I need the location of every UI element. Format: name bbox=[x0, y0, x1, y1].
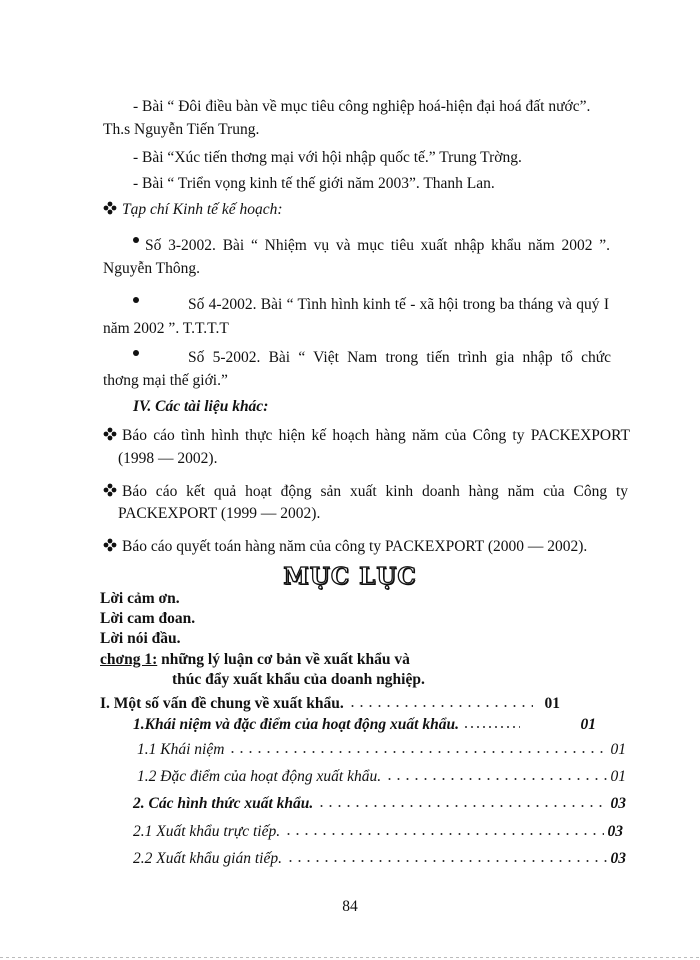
toc-entry-page: 01 bbox=[580, 715, 597, 733]
toc-entry[interactable] bbox=[137, 765, 626, 786]
toc-entry[interactable] bbox=[100, 692, 560, 713]
toc-loi-cam-on: Lời cảm ơn. bbox=[100, 590, 180, 607]
other-doc-3-row bbox=[103, 538, 587, 556]
journal-item-3b: thơng mại thế giới.” bbox=[103, 372, 228, 389]
toc-entry-text: 2.2 Xuất khẩu gián tiếp. bbox=[133, 849, 282, 867]
toc-entry-text: 2.1 Xuất khẩu trực tiếp. bbox=[133, 822, 281, 840]
other-docs-heading: IV. Các tài liệu khác: bbox=[133, 398, 269, 415]
diamond-bullet-icon bbox=[103, 427, 117, 441]
toc-leader bbox=[284, 820, 603, 836]
journal-item-1a-text: Số 3-2002. Bài “ Nhiệm vụ và mục tiêu xuất nhập khẩu năm 2002 ”. bbox=[145, 237, 610, 254]
toc-leader bbox=[228, 738, 606, 754]
toc-loi-noi-dau: Lời nói đầu. bbox=[100, 630, 181, 647]
toc-entry-text: 1.Khái niệm và đặc điểm của hoạt động xuất khẩu. bbox=[133, 715, 459, 733]
toc-entry-page: 01 bbox=[544, 694, 560, 712]
other-doc-1b: (1998 — 2002). bbox=[118, 450, 218, 467]
toc-chapter-1-heading bbox=[100, 651, 410, 669]
toc-entry-text: 1.1 Khái niệm bbox=[137, 740, 225, 758]
other-doc-1a-row bbox=[103, 427, 630, 445]
ref-line-3: - Bài “ Triển vọng kinh tế thế giới năm 2003”. Thanh Lan. bbox=[133, 175, 495, 192]
other-doc-1a: Báo cáo tình hình thực hiện kế hoạch hàng năm của Công ty PACKEXPORT bbox=[122, 427, 630, 444]
other-doc-2a: Báo cáo kết quả hoạt động sản xuất kinh doanh hàng năm của Công ty bbox=[122, 483, 628, 500]
toc-title: MỤC LỤC bbox=[283, 563, 417, 590]
toc-leader bbox=[463, 713, 520, 729]
toc-entry[interactable] bbox=[133, 713, 596, 734]
journal-item-1a bbox=[133, 237, 610, 255]
journal-heading-row bbox=[103, 201, 283, 219]
ref-line-1b: Th.s Nguyễn Tiến Trung. bbox=[103, 121, 260, 138]
ref-line-2: - Bài “Xúc tiến thơng mại với hội nhập quốc tế.” Trung Trờng. bbox=[133, 149, 522, 166]
journal-item-1b: Nguyễn Thông. bbox=[103, 260, 201, 277]
toc-entry-page: 01 bbox=[610, 767, 626, 785]
toc-entry-text: 2. Các hình thức xuất khẩu. bbox=[133, 794, 314, 812]
dot-bullet-icon bbox=[133, 293, 139, 311]
ref-line-1a: - Bài “ Đôi điều bàn về mục tiêu công nghiệp hoá-hiện đại hoá đất nước”. bbox=[133, 98, 591, 115]
toc-leader bbox=[317, 792, 606, 808]
toc-entry[interactable] bbox=[137, 738, 626, 759]
toc-loi-cam-doan: Lời cam đoan. bbox=[100, 610, 196, 627]
diamond-bullet-icon bbox=[103, 538, 117, 552]
dot-bullet-icon bbox=[133, 237, 139, 243]
page-number: 84 bbox=[342, 898, 358, 915]
toc-entry-page: 03 bbox=[607, 822, 623, 840]
page-bottom-divider bbox=[0, 957, 700, 958]
toc-leader bbox=[286, 847, 607, 863]
diamond-bullet-icon bbox=[103, 201, 117, 215]
toc-chapter-title-b: thúc đẩy xuất khẩu của doanh nghiệp. bbox=[172, 671, 425, 688]
toc-chapter-title-a: những lý luận cơ bản về xuất khẩu và bbox=[157, 651, 410, 668]
toc-entry-page: 01 bbox=[610, 740, 626, 758]
dot-bullet-icon bbox=[133, 346, 139, 364]
toc-entry-text: I. Một số vấn đề chung về xuất khẩu. bbox=[100, 694, 344, 712]
toc-entry-text: 1.2 Đặc điểm của hoạt động xuất khẩu. bbox=[137, 767, 382, 785]
other-doc-2b: PACKEXPORT (1999 — 2002). bbox=[118, 505, 321, 522]
toc-entry[interactable] bbox=[133, 820, 623, 841]
toc-leader bbox=[348, 692, 533, 708]
toc-entry[interactable] bbox=[133, 792, 626, 813]
journal-heading: Tạp chí Kinh tế kế hoạch: bbox=[122, 201, 283, 218]
journal-item-3a: Số 5-2002. Bài “ Việt Nam trong tiến trình gia nhập tổ chức bbox=[188, 349, 611, 366]
toc-entry[interactable] bbox=[133, 847, 626, 868]
toc-entry-page: 03 bbox=[610, 849, 626, 867]
toc-chapter-label: chơng 1: bbox=[100, 651, 158, 668]
diamond-bullet-icon bbox=[103, 483, 117, 497]
toc-leader bbox=[385, 765, 606, 781]
other-doc-3: Báo cáo quyết toán hàng năm của công ty PACKEXPORT (2000 — 2002). bbox=[122, 538, 588, 555]
journal-item-2a: Số 4-2002. Bài “ Tình hình kinh tế - xã hội trong ba tháng và quý I bbox=[188, 296, 609, 313]
toc-entry-page: 03 bbox=[610, 794, 626, 812]
other-doc-2a-row bbox=[103, 483, 628, 501]
journal-item-2b: năm 2002 ”. T.T.T.T bbox=[103, 320, 229, 337]
